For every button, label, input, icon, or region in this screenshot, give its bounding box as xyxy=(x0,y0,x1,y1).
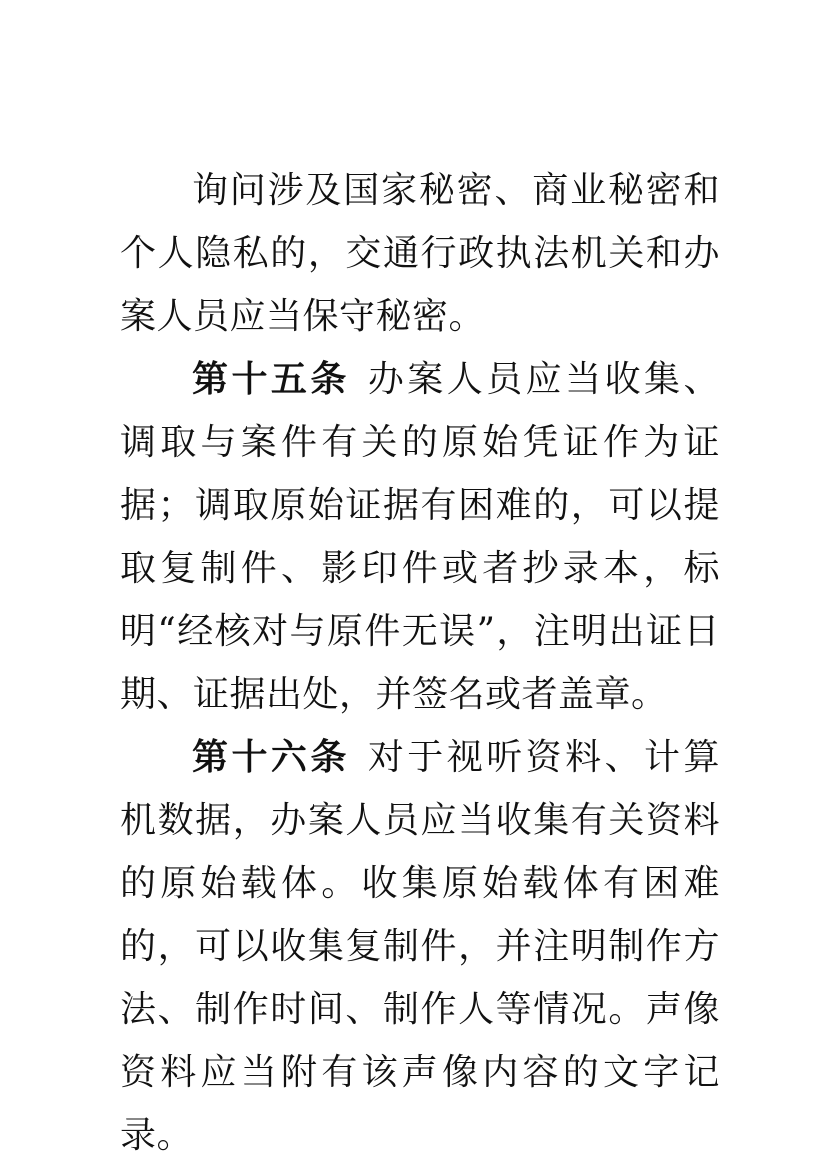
paragraph-text: 询问涉及国家秘密、商业秘密和个人隐私的，交通行政执法机关和办案人员应当保守秘密。 xyxy=(120,170,720,337)
article-15-heading: 第十五条 xyxy=(192,359,350,400)
article-15 xyxy=(120,348,720,726)
article-15-text: 办案人员应当收集、调取与案件有关的原始凭证作为证据；调取原始证据有困难的，可以提取复制件、影印件或者抄录本，标明“经核对与原件无误”，注明出证日期、证据出处，并签名或者盖章。 xyxy=(120,359,720,715)
paragraph-confidentiality xyxy=(120,159,720,348)
document-body xyxy=(120,159,720,1167)
article-16-text: 对于视听资料、计算机数据，办案人员应当收集有关资料的原始载体。收集原始载体有困难的，可以收集复制件，并注明制作方法、制作时间、制作人等情况。声像资料应当附有该声像内容的文字记录。 xyxy=(120,737,720,1156)
article-16 xyxy=(120,726,720,1167)
article-16-heading: 第十六条 xyxy=(192,737,350,778)
